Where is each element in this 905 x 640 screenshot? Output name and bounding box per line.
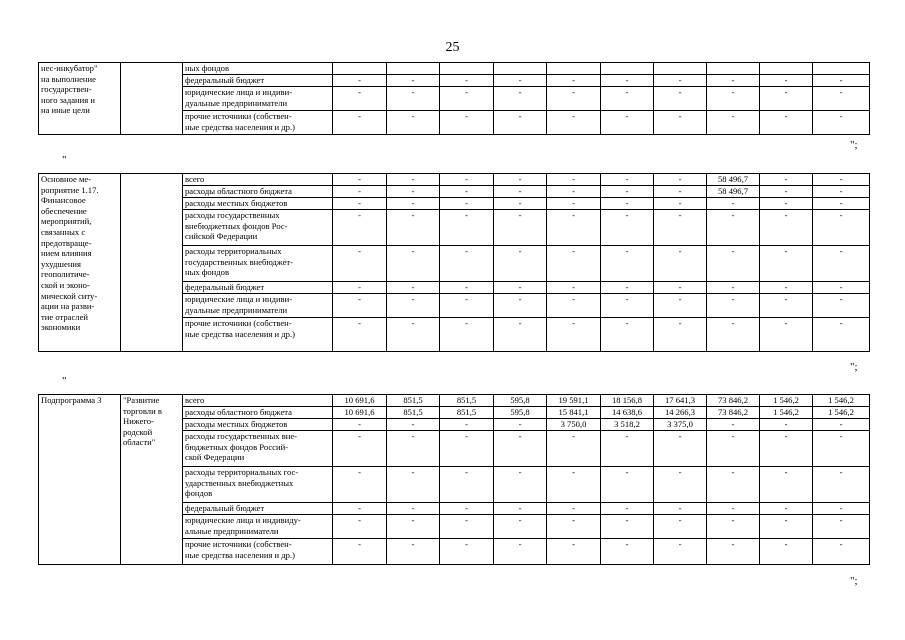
value-cell: - bbox=[654, 503, 707, 515]
value-cell: - bbox=[707, 515, 760, 539]
value-cell: - bbox=[760, 246, 813, 282]
value-cell: - bbox=[387, 186, 440, 198]
value-cell: - bbox=[654, 294, 707, 318]
value-cell: 10 691,6 bbox=[333, 395, 387, 407]
text-line: всего bbox=[185, 395, 205, 405]
text-line: мероприятий, bbox=[41, 216, 92, 227]
text-line: нием влияния bbox=[41, 248, 92, 259]
value-cell: - bbox=[494, 75, 547, 87]
funding-source-label bbox=[183, 198, 333, 210]
value-cell: - bbox=[440, 431, 494, 467]
text-line: ных фондов bbox=[185, 63, 230, 73]
value-cell bbox=[547, 63, 601, 75]
value-cell: - bbox=[547, 539, 601, 565]
value-cell: - bbox=[494, 87, 547, 111]
value-cell: - bbox=[707, 539, 760, 565]
value-cell: 1 546,2 bbox=[760, 407, 813, 419]
value-cell: - bbox=[760, 318, 813, 352]
value-cell: - bbox=[707, 210, 760, 246]
value-cell: - bbox=[601, 539, 654, 565]
value-cell: - bbox=[494, 467, 547, 503]
value-cell: - bbox=[387, 75, 440, 87]
text-line: области" bbox=[123, 437, 156, 448]
value-cell: - bbox=[601, 246, 654, 282]
value-cell: 3 518,2 bbox=[601, 419, 654, 431]
text-line: федеральный бюджет bbox=[185, 503, 265, 513]
value-cell: - bbox=[440, 515, 494, 539]
value-cell: 851,5 bbox=[440, 395, 494, 407]
value-cell: - bbox=[654, 318, 707, 352]
value-cell bbox=[440, 63, 494, 75]
value-cell: 3 750,0 bbox=[547, 419, 601, 431]
value-cell: - bbox=[760, 294, 813, 318]
text-line: расходы областного бюджета bbox=[185, 407, 292, 417]
text-line: торговли в bbox=[123, 405, 162, 416]
text-line: ударственных внебюджетных bbox=[185, 477, 294, 488]
text-line: роприятие 1.17. bbox=[41, 184, 99, 195]
text-line: Основное ме- bbox=[41, 174, 92, 184]
funding-source-label bbox=[183, 419, 333, 431]
text-line: на выполнение bbox=[41, 73, 96, 84]
value-cell: - bbox=[333, 111, 387, 135]
value-cell: - bbox=[547, 282, 601, 294]
value-cell: - bbox=[333, 539, 387, 565]
value-cell: - bbox=[387, 198, 440, 210]
value-cell: - bbox=[333, 186, 387, 198]
value-cell: - bbox=[494, 294, 547, 318]
table-row bbox=[39, 174, 870, 186]
funding-source-label bbox=[183, 210, 333, 246]
text-line: ные средства населения и др.) bbox=[185, 549, 295, 560]
value-cell: - bbox=[654, 246, 707, 282]
value-cell: - bbox=[707, 75, 760, 87]
value-cell: - bbox=[494, 503, 547, 515]
value-cell: - bbox=[440, 87, 494, 111]
value-cell: - bbox=[494, 111, 547, 135]
value-cell: - bbox=[601, 282, 654, 294]
text-line: мической ситу- bbox=[41, 290, 98, 301]
value-cell: - bbox=[440, 539, 494, 565]
text-line: юридические лица и индивиду- bbox=[185, 515, 301, 525]
value-cell: - bbox=[760, 75, 813, 87]
value-cell: - bbox=[387, 467, 440, 503]
value-cell: - bbox=[654, 539, 707, 565]
text-line: ской и эконо- bbox=[41, 279, 90, 290]
value-cell: - bbox=[707, 198, 760, 210]
value-cell: - bbox=[387, 87, 440, 111]
value-cell: - bbox=[494, 419, 547, 431]
value-cell: - bbox=[707, 282, 760, 294]
text-line: расходы территориальных bbox=[185, 246, 282, 256]
text-line: расходы государственных вне- bbox=[185, 431, 298, 441]
closing-quote-1: "; bbox=[850, 139, 858, 151]
value-cell: - bbox=[654, 75, 707, 87]
funding-source-label bbox=[183, 186, 333, 198]
text-line: внебюджетных фондов Рос- bbox=[185, 220, 288, 231]
value-cell: - bbox=[494, 186, 547, 198]
value-cell: - bbox=[601, 174, 654, 186]
value-cell: - bbox=[760, 198, 813, 210]
value-cell: - bbox=[440, 294, 494, 318]
value-cell: - bbox=[547, 210, 601, 246]
text-line: ного задания и bbox=[41, 94, 95, 105]
text-line: на иные цели bbox=[41, 105, 90, 116]
value-cell: - bbox=[654, 431, 707, 467]
value-cell: - bbox=[440, 318, 494, 352]
value-cell bbox=[494, 63, 547, 75]
value-cell: 1 546,2 bbox=[813, 395, 870, 407]
value-cell: - bbox=[813, 246, 870, 282]
value-cell: - bbox=[601, 198, 654, 210]
value-cell: - bbox=[760, 419, 813, 431]
text-line: Финансовое bbox=[41, 195, 86, 206]
value-cell: - bbox=[813, 294, 870, 318]
text-line: государственных внебюджет- bbox=[185, 256, 294, 267]
value-cell: 73 846,2 bbox=[707, 395, 760, 407]
funding-source-label bbox=[183, 318, 333, 352]
text-line: юридические лица и индиви- bbox=[185, 294, 293, 304]
value-cell: - bbox=[333, 75, 387, 87]
value-cell: - bbox=[547, 111, 601, 135]
page-number: 25 bbox=[445, 40, 460, 55]
value-cell: - bbox=[440, 210, 494, 246]
value-cell: 14 638,6 bbox=[601, 407, 654, 419]
value-cell: - bbox=[760, 210, 813, 246]
value-cell: - bbox=[494, 198, 547, 210]
value-cell: - bbox=[813, 515, 870, 539]
program-name bbox=[39, 395, 121, 565]
text-line: расходы местных бюджетов bbox=[185, 198, 288, 208]
value-cell: - bbox=[654, 210, 707, 246]
text-line: дуальные предприниматели bbox=[185, 304, 288, 315]
value-cell: - bbox=[440, 198, 494, 210]
value-cell: - bbox=[707, 246, 760, 282]
value-cell: - bbox=[601, 210, 654, 246]
value-cell: - bbox=[813, 419, 870, 431]
value-cell: - bbox=[760, 539, 813, 565]
value-cell: - bbox=[387, 515, 440, 539]
text-line: альные предприниматели bbox=[185, 525, 279, 536]
value-cell: - bbox=[760, 174, 813, 186]
value-cell: - bbox=[494, 282, 547, 294]
value-cell: - bbox=[387, 539, 440, 565]
value-cell bbox=[654, 63, 707, 75]
value-cell: - bbox=[547, 174, 601, 186]
value-cell bbox=[707, 63, 760, 75]
value-cell: - bbox=[654, 174, 707, 186]
value-cell: - bbox=[547, 75, 601, 87]
funding-source-label bbox=[183, 111, 333, 135]
value-cell: - bbox=[654, 467, 707, 503]
value-cell: 851,5 bbox=[387, 395, 440, 407]
table-row bbox=[39, 63, 870, 75]
value-cell: - bbox=[333, 87, 387, 111]
value-cell: - bbox=[707, 318, 760, 352]
value-cell: - bbox=[707, 503, 760, 515]
value-cell: - bbox=[387, 282, 440, 294]
value-cell: 58 496,7 bbox=[707, 186, 760, 198]
value-cell: 595,8 bbox=[494, 395, 547, 407]
value-cell: - bbox=[601, 431, 654, 467]
value-cell: - bbox=[707, 111, 760, 135]
text-line: расходы местных бюджетов bbox=[185, 419, 288, 429]
text-line: геополитиче- bbox=[41, 269, 90, 280]
value-cell: 1 546,2 bbox=[813, 407, 870, 419]
value-cell: 1 546,2 bbox=[760, 395, 813, 407]
text-line: всего bbox=[185, 174, 205, 184]
value-cell: - bbox=[813, 198, 870, 210]
value-cell: - bbox=[387, 318, 440, 352]
funding-source-label bbox=[183, 503, 333, 515]
value-cell: - bbox=[547, 87, 601, 111]
value-cell: - bbox=[547, 431, 601, 467]
value-cell: - bbox=[387, 174, 440, 186]
value-cell: - bbox=[760, 87, 813, 111]
value-cell: - bbox=[547, 186, 601, 198]
text-line: бюджетных фондов Россий- bbox=[185, 441, 289, 452]
value-cell: - bbox=[547, 318, 601, 352]
value-cell: - bbox=[760, 467, 813, 503]
value-cell: - bbox=[494, 246, 547, 282]
value-cell: - bbox=[494, 210, 547, 246]
value-cell: - bbox=[494, 539, 547, 565]
value-cell: - bbox=[760, 503, 813, 515]
value-cell: - bbox=[601, 75, 654, 87]
text-line: родской bbox=[123, 426, 153, 437]
value-cell: - bbox=[387, 431, 440, 467]
value-cell: 595,8 bbox=[494, 407, 547, 419]
value-cell: - bbox=[333, 210, 387, 246]
value-cell: - bbox=[813, 111, 870, 135]
value-cell: - bbox=[707, 294, 760, 318]
value-cell: - bbox=[333, 503, 387, 515]
opening-quote-1: " bbox=[62, 154, 67, 166]
table-row bbox=[39, 395, 870, 407]
value-cell: - bbox=[333, 282, 387, 294]
value-cell: - bbox=[387, 246, 440, 282]
value-cell: - bbox=[654, 87, 707, 111]
value-cell: - bbox=[813, 503, 870, 515]
value-cell: - bbox=[601, 318, 654, 352]
value-cell: - bbox=[547, 515, 601, 539]
text-line: прочие источники (собствен- bbox=[185, 318, 292, 328]
text-line: Нижего- bbox=[123, 416, 154, 427]
text-line: связанных с bbox=[41, 226, 86, 237]
opening-quote-2: " bbox=[62, 375, 67, 387]
text-line: ных фондов bbox=[185, 267, 230, 278]
value-cell: - bbox=[333, 294, 387, 318]
value-cell: - bbox=[813, 174, 870, 186]
closing-quote-3: "; bbox=[850, 575, 858, 587]
text-line: нес-инкубатор" bbox=[41, 63, 98, 73]
funding-table-3 bbox=[38, 394, 870, 565]
value-cell: - bbox=[440, 246, 494, 282]
value-cell: - bbox=[601, 87, 654, 111]
funding-source-label bbox=[183, 467, 333, 503]
value-cell: - bbox=[813, 467, 870, 503]
value-cell bbox=[813, 63, 870, 75]
funding-source-label bbox=[183, 294, 333, 318]
value-cell: - bbox=[547, 198, 601, 210]
value-cell: 18 156,8 bbox=[601, 395, 654, 407]
value-cell bbox=[760, 63, 813, 75]
value-cell: - bbox=[760, 282, 813, 294]
value-cell: - bbox=[494, 174, 547, 186]
text-line: предотвраще- bbox=[41, 237, 92, 248]
value-cell: - bbox=[387, 419, 440, 431]
value-cell: - bbox=[813, 75, 870, 87]
value-cell: - bbox=[760, 186, 813, 198]
value-cell: - bbox=[654, 515, 707, 539]
value-cell: - bbox=[760, 111, 813, 135]
value-cell: - bbox=[333, 318, 387, 352]
text-line: государствен- bbox=[41, 84, 92, 95]
funding-source-label bbox=[183, 395, 333, 407]
value-cell: - bbox=[440, 75, 494, 87]
value-cell: - bbox=[387, 210, 440, 246]
funding-source-label bbox=[183, 515, 333, 539]
text-line: прочие источники (собствен- bbox=[185, 111, 292, 121]
funding-source-label bbox=[183, 539, 333, 565]
value-cell: - bbox=[333, 198, 387, 210]
value-cell: - bbox=[813, 87, 870, 111]
text-line: ации на разви- bbox=[41, 301, 95, 312]
text-line: расходы областного бюджета bbox=[185, 186, 292, 196]
text-line: юридические лица и индиви- bbox=[185, 87, 293, 97]
funding-source-label bbox=[183, 431, 333, 467]
closing-quote-2: "; bbox=[850, 361, 858, 373]
text-line: сийской Федерации bbox=[185, 231, 258, 242]
text-line: расходы государственных bbox=[185, 210, 280, 220]
value-cell: - bbox=[601, 467, 654, 503]
value-cell: - bbox=[601, 503, 654, 515]
funding-source-label bbox=[183, 174, 333, 186]
text-line: тие отраслей bbox=[41, 311, 88, 322]
value-cell: - bbox=[440, 419, 494, 431]
funding-source-label bbox=[183, 63, 333, 75]
value-cell: 15 841,1 bbox=[547, 407, 601, 419]
value-cell: 10 691,6 bbox=[333, 407, 387, 419]
program-description bbox=[121, 174, 183, 352]
text-line: ные средства населения и др.) bbox=[185, 328, 295, 339]
funding-source-label bbox=[183, 407, 333, 419]
text-line: федеральный бюджет bbox=[185, 282, 265, 292]
value-cell: 17 641,3 bbox=[654, 395, 707, 407]
value-cell: - bbox=[601, 294, 654, 318]
text-line: ской Федерации bbox=[185, 452, 245, 463]
text-line: расходы территориальных гос- bbox=[185, 467, 299, 477]
value-cell: - bbox=[760, 515, 813, 539]
value-cell: - bbox=[387, 111, 440, 135]
value-cell: - bbox=[707, 431, 760, 467]
value-cell: - bbox=[813, 431, 870, 467]
value-cell: - bbox=[547, 503, 601, 515]
value-cell: - bbox=[813, 318, 870, 352]
funding-source-label bbox=[183, 87, 333, 111]
value-cell: - bbox=[333, 515, 387, 539]
value-cell: - bbox=[440, 111, 494, 135]
value-cell: 3 375,0 bbox=[654, 419, 707, 431]
text-line: обеспечение bbox=[41, 205, 87, 216]
text-line: федеральный бюджет bbox=[185, 75, 265, 85]
value-cell: - bbox=[760, 431, 813, 467]
value-cell: - bbox=[654, 186, 707, 198]
value-cell: - bbox=[547, 294, 601, 318]
value-cell: - bbox=[601, 186, 654, 198]
text-line: дуальные предприниматели bbox=[185, 97, 288, 108]
value-cell: - bbox=[494, 318, 547, 352]
funding-table-2 bbox=[38, 173, 870, 352]
value-cell: - bbox=[333, 246, 387, 282]
value-cell: - bbox=[707, 87, 760, 111]
value-cell: - bbox=[707, 419, 760, 431]
value-cell: - bbox=[333, 174, 387, 186]
text-line: экономики bbox=[41, 322, 81, 333]
value-cell bbox=[601, 63, 654, 75]
value-cell: - bbox=[813, 210, 870, 246]
value-cell: - bbox=[547, 246, 601, 282]
value-cell: - bbox=[333, 431, 387, 467]
value-cell: - bbox=[654, 111, 707, 135]
value-cell: - bbox=[387, 294, 440, 318]
program-name bbox=[39, 174, 121, 352]
value-cell: 851,5 bbox=[440, 407, 494, 419]
value-cell: - bbox=[813, 282, 870, 294]
value-cell: - bbox=[440, 282, 494, 294]
value-cell: - bbox=[494, 431, 547, 467]
value-cell: - bbox=[601, 515, 654, 539]
text-line: фондов bbox=[185, 488, 213, 499]
value-cell: - bbox=[387, 503, 440, 515]
text-line: ухудшения bbox=[41, 258, 81, 269]
text-line: "Развитие bbox=[123, 395, 160, 405]
value-cell: 14 266,3 bbox=[654, 407, 707, 419]
value-cell: - bbox=[440, 174, 494, 186]
value-cell: - bbox=[440, 467, 494, 503]
value-cell bbox=[387, 63, 440, 75]
value-cell: 58 496,7 bbox=[707, 174, 760, 186]
value-cell: 73 846,2 bbox=[707, 407, 760, 419]
value-cell: - bbox=[654, 198, 707, 210]
value-cell: - bbox=[333, 419, 387, 431]
value-cell: - bbox=[440, 503, 494, 515]
value-cell bbox=[333, 63, 387, 75]
value-cell: 851,5 bbox=[387, 407, 440, 419]
value-cell: - bbox=[547, 467, 601, 503]
text-line: прочие источники (собствен- bbox=[185, 539, 292, 549]
value-cell: 19 591,1 bbox=[547, 395, 601, 407]
value-cell: - bbox=[440, 186, 494, 198]
text-line: Подпрограмма 3 bbox=[41, 395, 102, 405]
value-cell: - bbox=[813, 539, 870, 565]
funding-source-label bbox=[183, 75, 333, 87]
program-description bbox=[121, 63, 183, 135]
value-cell: - bbox=[654, 282, 707, 294]
value-cell: - bbox=[601, 111, 654, 135]
funding-table-1 bbox=[38, 62, 870, 135]
value-cell: - bbox=[813, 186, 870, 198]
value-cell: - bbox=[333, 467, 387, 503]
value-cell: - bbox=[494, 515, 547, 539]
program-description bbox=[121, 395, 183, 565]
funding-source-label bbox=[183, 246, 333, 282]
value-cell: - bbox=[707, 467, 760, 503]
program-name bbox=[39, 63, 121, 135]
funding-source-label bbox=[183, 282, 333, 294]
text-line: ные средства населения и др.) bbox=[185, 121, 295, 132]
